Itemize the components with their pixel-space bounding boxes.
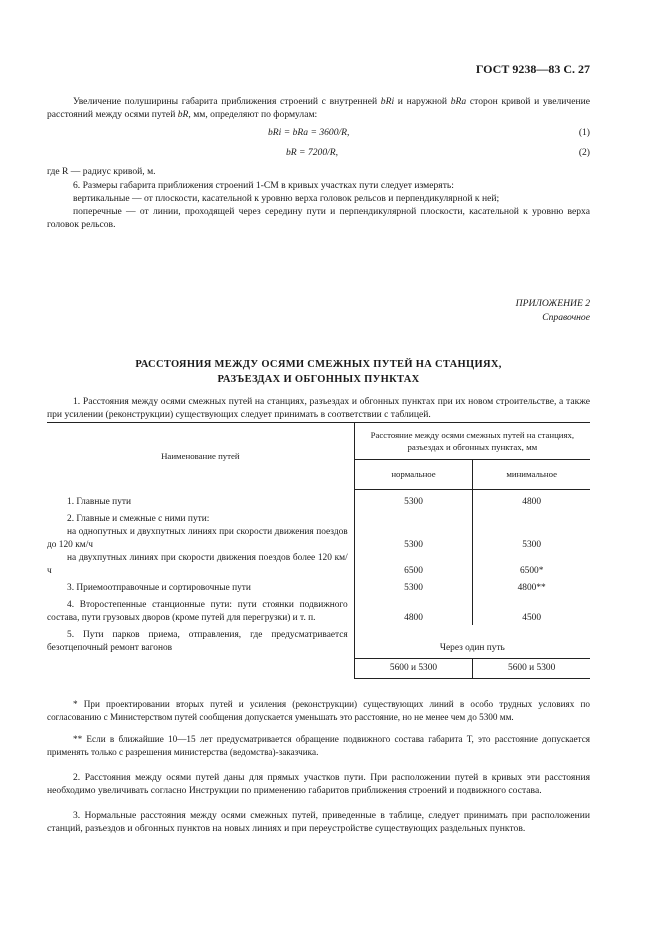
item-6-transverse: поперечные — от линии, проходящей через середину пути и перпендикулярной плоскости, касательной к уровню верха головок рельсов. (47, 206, 590, 230)
formula-1-number: (1) (578, 127, 590, 138)
intro-paragraph: Увеличение полуширины габарита приближения строений с внутренней bRi и наружной bRa сторон кривой и увеличение расстояний между осями путей bR, мм, определяют по формулам: (47, 96, 590, 120)
paragraph-3: 3. Нормальные расстояния между осями смежных путей, приведенные в таблице, следует принимать при расположении станций, разъездов и обгонных пунктов на новых линиях и при переустройстве существующих раздельных пунктов. (47, 810, 590, 834)
paragraph-1: 1. Расстояния между осями смежных путей на станциях, разъездах и обгонных пунктах при их новом строительстве, а также при усилении (реконструкции) существующих следует принимать в соответствии с таблицей. (47, 396, 590, 420)
table-header-normal: нормальное (354, 460, 473, 490)
table-row: 2. Главные и смежные с ними пути: (47, 509, 590, 526)
table-header-min: минимальное (473, 460, 590, 490)
page-header: ГОСТ 9238—83 С. 27 (475, 62, 590, 76)
item-6-heading: 6. Размеры габарита приближения строений 1-СМ в кривых участках пути следует измерять: (73, 180, 454, 191)
symbol-br: bR (177, 109, 189, 120)
symbol-bra: bRa (450, 96, 467, 107)
distances-table (47, 422, 590, 679)
item-6-vertical: вертикальные — от плоскости, касательной к уровню верха головок рельсов и перпендикулярной к ней; (73, 193, 500, 204)
paragraph-2: 2. Расстояния между осями путей даны для прямых участков пути. При расположении путей в кривых эти расстояния необходимо увеличивать согласно Инструкции по применению габаритов приближения строений и подвижного состава. (47, 772, 590, 796)
table-row: 5600 и 5300 5600 и 5300 (47, 659, 590, 679)
table-span-text: Через один путь (354, 625, 590, 659)
appendix-kind: Справочное (542, 312, 590, 323)
table-row: на двухпутных линиях при скорости движения поездов более 120 км/ч 6500 6500* (47, 553, 544, 576)
table-row: 1. Главные пути 5300 4800 (47, 490, 590, 510)
footnote-1: * При проектировании вторых путей и усиления (реконструкции) существующих линий в особо трудных условиях по согласованию с Министерством путей сообщения допускается уменьшать это расстояние, но не менее чем до 5300 мм. (47, 699, 590, 722)
symbol-bri: bRi (380, 96, 395, 107)
formula-1: bRi = bRa = 3600/R, (268, 127, 350, 138)
formula-2: bR = 7200/R, (286, 147, 339, 158)
appendix-title-line-1: РАССТОЯНИЯ МЕЖДУ ОСЯМИ СМЕЖНЫХ ПУТЕЙ НА СТАНЦИЯХ, (135, 359, 502, 370)
appendix-label: ПРИЛОЖЕНИЕ 2 (515, 298, 590, 309)
formula-2-number: (2) (578, 147, 590, 158)
table-header-name: Наименование путей (47, 423, 354, 490)
footnote-2: ** Если в ближайшие 10—15 лет предусматривается обращение подвижного состава габарита Т, это расстояние допускается применять только с разрешения министерства (ведомства)-заказчика. (47, 734, 590, 757)
where-line: где R — радиус кривой, м. (47, 166, 156, 177)
table-row: 4. Второстепенные станционные пути: пути стоянки подвижного состава, пути грузовых дворов (кроме путей для перегрузки) и т. п. 4800 4500 (47, 595, 590, 625)
table-header-group: Расстояние между осями смежных путей на станциях, разъездах и обгонных пунктах, мм (354, 423, 590, 460)
table-row: 3. Приемоотправочные и сортировочные пути 5300 4800** (47, 578, 590, 595)
table-row: 5. Пути парков приема, отправления, где предусматривается безотцепочный ремонт вагонов Через один путь (47, 625, 590, 659)
table-row: на однопутных и двухпутных линиях при скорости движения поездов до 120 км/ч 5300 5300 (47, 527, 542, 550)
appendix-title-line-2: РАЗЪЕЗДАХ И ОБГОННЫХ ПУНКТАХ (217, 374, 420, 385)
